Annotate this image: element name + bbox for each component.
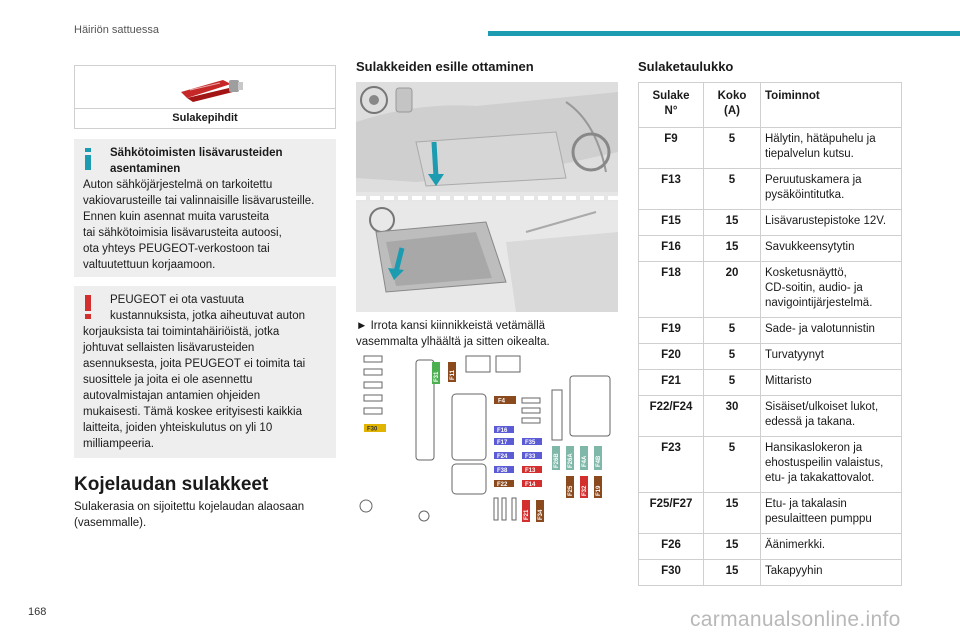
table-row xyxy=(639,534,902,560)
watermark: carmanualsonline.info xyxy=(690,608,901,631)
header-line: Koko xyxy=(717,90,747,102)
fuse-function xyxy=(761,396,902,437)
fuse-function-line: Hälytin, hätäpuhelu ja xyxy=(765,133,876,145)
fuse-label: F16 xyxy=(497,428,508,434)
fuse-label: F26B xyxy=(554,453,560,468)
fuse-label: F11 xyxy=(450,369,456,380)
fuse-function xyxy=(761,262,902,318)
fuse-pliers-caption: Sulakepihdit xyxy=(172,112,238,124)
fuse-pliers-icon xyxy=(181,80,243,102)
warning-note-text: suosittele ja joita ei ole asennettu xyxy=(83,374,253,386)
warning-note-text: laitteita, joiden yhteiskulutus on yli 10 xyxy=(83,422,273,434)
fuse-table xyxy=(638,82,902,586)
fuse-size: 15 xyxy=(704,560,761,586)
fuse-function-line: edessä ja takana. xyxy=(765,416,856,428)
fuse-number: F19 xyxy=(639,318,704,344)
header-line: N° xyxy=(664,105,678,117)
info-note-text: ota yhteys PEUGEOT-verkostoon tai xyxy=(83,243,270,255)
table-row xyxy=(639,396,902,437)
fuse-function-line: etu- ja takakattovalot. xyxy=(765,472,875,484)
fuse-number: F16 xyxy=(639,236,704,262)
fuse-number: F13 xyxy=(639,169,704,210)
fuse-function-line: Takapyyhin xyxy=(765,565,823,577)
fuse-label: F30 xyxy=(367,426,378,433)
info-note-text: valtuutettuun korjaamoon. xyxy=(83,259,216,271)
warning-note-text: asennuksesta, joita PEUGEOT ei toimita tai xyxy=(83,358,306,370)
fuse-column-header xyxy=(639,83,704,128)
fuse-label: F4 xyxy=(498,398,506,405)
access-instruction-line: ► Irrota kansi kiinnikkeistä vetämällä xyxy=(356,320,546,332)
info-note-text: vakiovarusteille tai valinnaisille lisävarusteille. xyxy=(83,195,315,207)
warning-note-text: kustannuksista, jotka aiheutuvat auton xyxy=(110,310,305,322)
fuse-label: F34 xyxy=(538,509,544,520)
fuse-function xyxy=(761,210,902,236)
fuse-function xyxy=(761,437,902,493)
fuse-label: F13 xyxy=(525,468,536,474)
fuse-pliers-figure xyxy=(74,65,336,129)
table-row xyxy=(639,560,902,586)
fuse-size: 15 xyxy=(704,534,761,560)
fuse-label: F33 xyxy=(525,454,536,460)
fuse-number: F22/F24 xyxy=(639,396,704,437)
fuse-size: 15 xyxy=(704,236,761,262)
fuse-label: F4B xyxy=(596,455,602,467)
info-note-heading: asentaminen xyxy=(110,163,181,175)
fuse-label: F14 xyxy=(525,482,536,488)
table-row xyxy=(639,493,902,534)
fuse-function-line: pysäköintitutka. xyxy=(765,189,845,201)
table-row xyxy=(639,128,902,169)
fuse-box-diagram xyxy=(356,350,618,530)
table-row xyxy=(639,236,902,262)
access-instruction xyxy=(356,318,620,350)
fuse-label: F24 xyxy=(497,454,508,460)
fuse-function-line: Turvatyynyt xyxy=(765,349,825,361)
fuse-size: 30 xyxy=(704,396,761,437)
fuse-function xyxy=(761,534,902,560)
fuse-function-line: navigointijärjestelmä. xyxy=(765,297,873,309)
fuse-function-line: Äänimerkki. xyxy=(765,539,826,551)
fuse-function xyxy=(761,236,902,262)
fuse-size: 5 xyxy=(704,169,761,210)
page-number: 168 xyxy=(28,606,47,618)
fuse-number: F20 xyxy=(639,344,704,370)
fuse-function-line: Etu- ja takalasin xyxy=(765,498,847,510)
fuse-function xyxy=(761,318,902,344)
warning-note-text: PEUGEOT ei ota vastuuta xyxy=(110,294,245,306)
fuse-label: F26A xyxy=(568,453,574,468)
info-note-text: Auton sähköjärjestelmä on tarkoitettu xyxy=(83,179,273,191)
section-body-line: Sulakerasia on sijoitettu kojelaudan alaosaan xyxy=(74,501,305,513)
info-note-heading: Sähkötoimisten lisävarusteiden xyxy=(110,147,283,159)
fuse-function-line: Sade- ja valotunnistin xyxy=(765,323,875,335)
fuse-number: F9 xyxy=(639,128,704,169)
fuse-function xyxy=(761,169,902,210)
fuse-label: F35 xyxy=(525,440,536,446)
fuse-size: 5 xyxy=(704,344,761,370)
fuse-number: F15 xyxy=(639,210,704,236)
fuse-function xyxy=(761,560,902,586)
fuse-label: F4A xyxy=(582,455,588,467)
fuse-pliers-image xyxy=(75,66,335,109)
warning-note-text: mukaisesti. Tämä koskee erityisesti kaikkia xyxy=(83,406,302,418)
warning-note-text: korjauksista tai toimintahäiriöistä, jotka xyxy=(83,326,280,338)
fuse-label: F38 xyxy=(497,468,508,474)
fuse-size: 5 xyxy=(704,370,761,396)
warning-note-text: autovalmistajan antamien ohjeiden xyxy=(83,390,261,402)
fuse-number: F25/F27 xyxy=(639,493,704,534)
fuse-function-line: Peruutuskamera ja xyxy=(765,174,862,186)
access-instruction-line: vasemmalta ylhäältä ja sitten oikealta. xyxy=(356,336,550,348)
fuse-label: F22 xyxy=(497,482,508,488)
size-column-header xyxy=(704,83,761,128)
table-row xyxy=(639,318,902,344)
header-line: Sulake xyxy=(652,90,690,102)
fuse-function xyxy=(761,493,902,534)
fuse-number: F23 xyxy=(639,437,704,493)
fuse-label: F21 xyxy=(524,509,530,520)
fuse-function-line: Savukkeensytytin xyxy=(765,241,855,253)
fuse-number: F26 xyxy=(639,534,704,560)
fuse-number: F30 xyxy=(639,560,704,586)
fuse-size: 5 xyxy=(704,318,761,344)
warning-note xyxy=(74,286,336,458)
warning-icon xyxy=(84,295,92,319)
warning-note-text: milliampeeria. xyxy=(83,438,154,450)
fuse-function xyxy=(761,128,902,169)
fuse-size: 15 xyxy=(704,210,761,236)
fuse-size: 15 xyxy=(704,493,761,534)
fuse-function-line: Sisäiset/ulkoiset lukot, xyxy=(765,401,879,413)
fuse-label: F32 xyxy=(582,485,588,496)
fuse-function-line: pesulaitteen pumppu xyxy=(765,513,872,525)
table-row xyxy=(639,437,902,493)
fuse-function-line: Hansikaslokeron ja xyxy=(765,442,863,454)
info-icon xyxy=(84,148,92,170)
table-row xyxy=(639,210,902,236)
info-note xyxy=(74,139,336,277)
access-heading: Sulakkeiden esille ottaminen xyxy=(356,59,534,74)
fuse-function-line: Kosketusnäyttö, xyxy=(765,267,847,279)
fuse-label: F17 xyxy=(497,440,508,446)
info-note-text: Ennen kuin asennat muita varusteita xyxy=(83,211,270,223)
fuse-label: F25 xyxy=(568,485,574,496)
fuse-label: F19 xyxy=(596,485,602,496)
fuse-function-line: tiepalvelun kutsu. xyxy=(765,148,854,160)
section-body-line: (vasemmalle). xyxy=(74,517,147,529)
functions-column-header: Toiminnot xyxy=(761,83,902,128)
fuse-function xyxy=(761,344,902,370)
section-title: Häiriön sattuessa xyxy=(74,24,159,36)
section-heading: Kojelaudan sulakkeet xyxy=(74,474,269,495)
header-accent-bar xyxy=(488,31,960,36)
table-row xyxy=(639,370,902,396)
section-body xyxy=(74,499,336,531)
header-line: (A) xyxy=(724,105,740,117)
dashboard-photo xyxy=(356,82,618,312)
fuse-function-line: CD-soitin, audio- ja xyxy=(765,282,863,294)
table-row xyxy=(639,262,902,318)
fuse-function-line: ehostuspeilin valaistus, xyxy=(765,457,884,469)
warning-note-text: johtuvat sellaisten lisävarusteiden xyxy=(83,342,255,354)
table-row xyxy=(639,344,902,370)
fuse-size: 5 xyxy=(704,128,761,169)
info-note-text: tai sähkötoimisia lisävarusteita autoosi, xyxy=(83,227,282,239)
fuse-number: F21 xyxy=(639,370,704,396)
fuse-number: F18 xyxy=(639,262,704,318)
fuse-function-line: Mittaristo xyxy=(765,375,812,387)
fuse-size: 20 xyxy=(704,262,761,318)
fuse-label: F31 xyxy=(434,371,440,382)
fuse-size: 5 xyxy=(704,437,761,493)
fuse-table-title: Sulaketaulukko xyxy=(638,59,734,74)
fuse-function xyxy=(761,370,902,396)
fuse-function-line: Lisävarustepistoke 12V. xyxy=(765,215,887,227)
table-row xyxy=(639,169,902,210)
